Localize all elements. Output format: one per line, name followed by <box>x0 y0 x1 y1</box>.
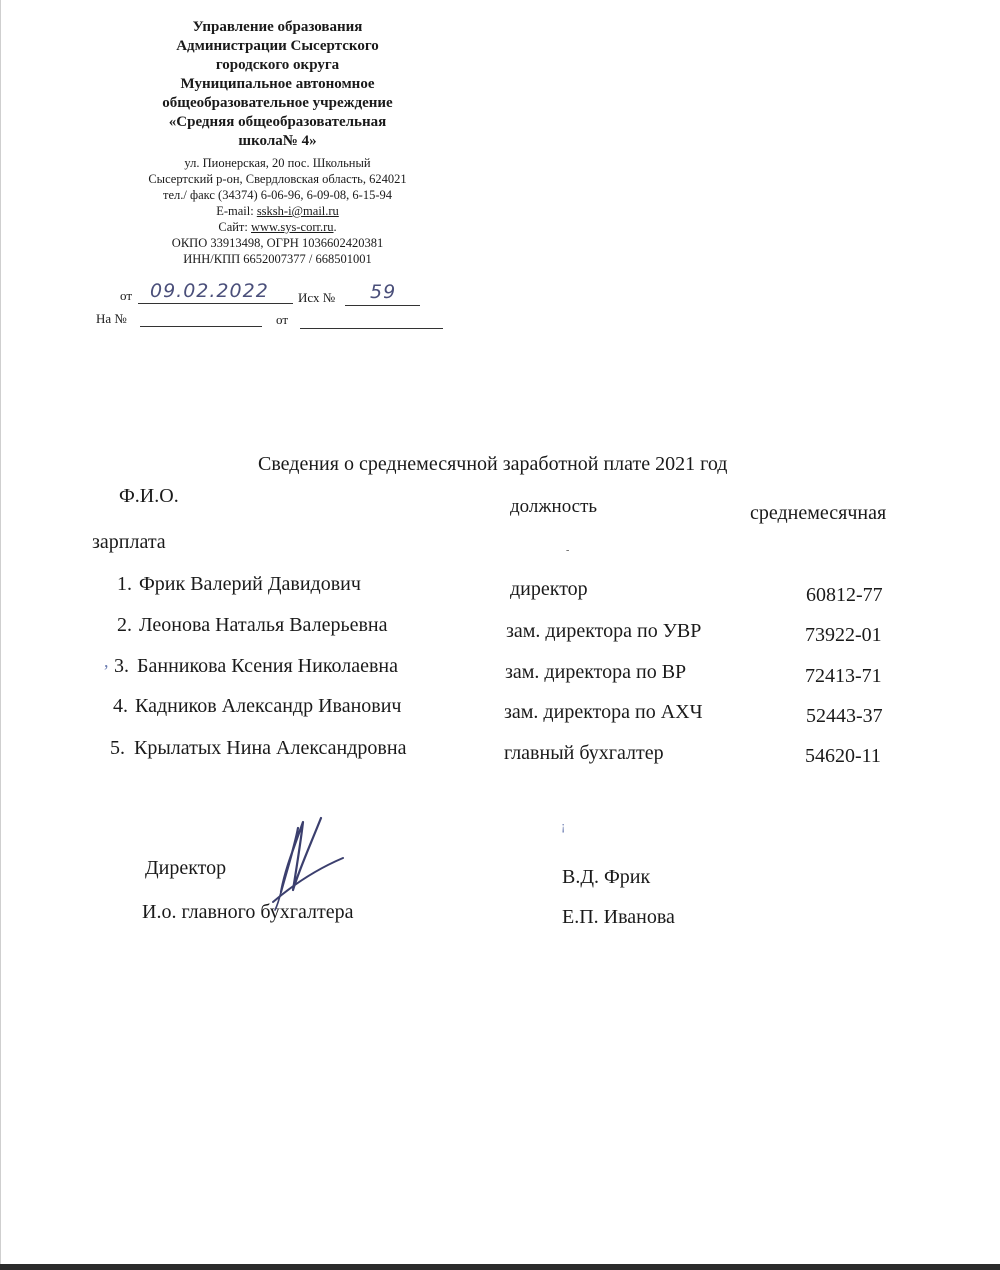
scan-speck: ¡ <box>561 818 566 833</box>
director-name: В.Д. Фрик <box>562 866 651 888</box>
list-item-name: Леонова Наталья Валерьевна <box>139 614 388 636</box>
list-item-name: Банникова Ксения Николаевна <box>137 655 399 677</box>
reference-label: На № <box>96 311 127 326</box>
list-item-number: 5. <box>110 737 125 759</box>
list-item-position: зам. директора по ВР <box>505 661 687 683</box>
accountant-label: И.о. главного бухгалтера <box>142 901 354 923</box>
letterhead-line: Управление образования <box>192 19 363 35</box>
okpo-line: ОКПО 33913498, ОГРН 1036602420381 <box>171 236 384 250</box>
letterhead-line: Администрации Сысертского <box>176 38 379 54</box>
site-line <box>95 219 460 235</box>
inn-line: ИНН/КПП 6652007377 / 668501001 <box>183 252 372 266</box>
list-item-salary: 72413-71 <box>805 665 882 687</box>
letterhead <box>95 18 460 267</box>
list-item-position: зам. директора по УВР <box>506 620 702 642</box>
director-label: Директор <box>145 857 227 879</box>
letterhead-line: городского округа <box>215 57 340 73</box>
site-link[interactable]: www.sys-corr.ru <box>251 220 334 234</box>
list-item-name: Кадников Александр Иванович <box>135 695 402 717</box>
from-date-handwritten: 09.02.2022 <box>150 280 269 302</box>
column-header-position: должность <box>510 496 598 517</box>
reference-number-line <box>140 326 262 327</box>
column-header-salary: среднемесячная <box>750 502 887 524</box>
scan-speck: , <box>104 651 109 671</box>
email-label: E-mail: <box>216 204 257 218</box>
page-bottom-edge <box>0 1264 1000 1270</box>
outgoing-number-handwritten: 59 <box>370 281 397 303</box>
letterhead-line: общеобразовательное учреждение <box>162 95 393 111</box>
site-label: Сайт: <box>218 220 251 234</box>
letterhead-line: «Средняя общеобразовательная <box>168 114 387 130</box>
list-item-salary: 60812-77 <box>806 584 883 606</box>
list-item-name: Фрик Валерий Давидович <box>139 573 361 595</box>
accountant-name: Е.П. Иванова <box>562 906 675 928</box>
from-label: от <box>120 288 133 303</box>
outgoing-number-line <box>345 305 420 306</box>
director-signature <box>265 810 355 920</box>
list-item-number: 2. <box>117 614 132 636</box>
address-line: ул. Пионерская, 20 пос. Школьный <box>184 156 371 170</box>
column-header-salary-continued: зарплата <box>92 531 166 553</box>
list-item-position: главный бухгалтер <box>504 742 664 764</box>
list-item-salary: 73922-01 <box>805 624 882 646</box>
address-line: Сысертский р-он, Свердловская область, 624021 <box>148 172 407 186</box>
reference-from-label: от <box>276 312 289 327</box>
document-title: Сведения о среднемесячной заработной плате 2021 год <box>258 453 728 475</box>
column-header-name: Ф.И.О. <box>119 485 179 507</box>
site-suffix: . <box>333 220 337 234</box>
email-link[interactable]: ssksh-i@mail.ru <box>256 204 339 218</box>
list-item-salary: 54620-11 <box>805 745 881 767</box>
list-item-name: Крылатых Нина Александровна <box>134 737 407 759</box>
reference-date-line <box>300 328 443 329</box>
email-line <box>95 203 460 219</box>
list-item-number: 3. <box>114 655 129 677</box>
from-date-line <box>138 303 293 304</box>
list-item-salary: 52443-37 <box>806 705 883 727</box>
phone-line: тел./ факс (34374) 6-06-96, 6-09-08, 6-15-94 <box>163 188 392 202</box>
list-item-position: директор <box>510 578 588 600</box>
list-item-position: зам. директора по АХЧ <box>504 701 703 723</box>
letterhead-line: школа№ 4» <box>238 133 317 149</box>
list-item-number: 1. <box>117 573 132 595</box>
list-item-number: 4. <box>113 695 128 717</box>
letterhead-line: Муниципальное автономное <box>180 76 375 92</box>
page-edge <box>0 0 1 1270</box>
outgoing-label: Исх № <box>298 290 336 305</box>
scan-speck: - <box>566 545 570 556</box>
